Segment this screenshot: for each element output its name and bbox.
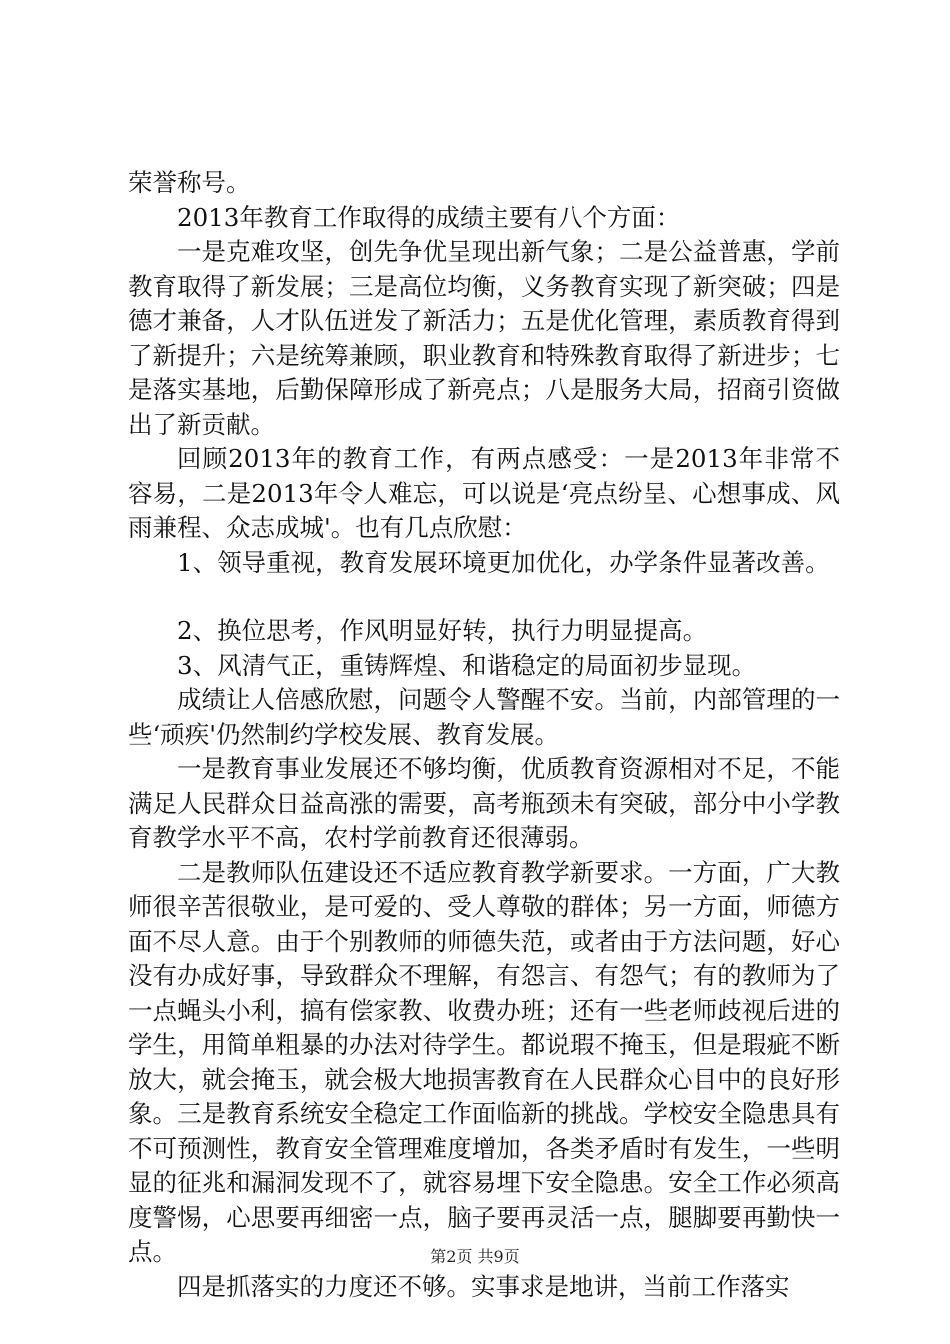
document-body xyxy=(128,166,840,1304)
page-number-footer: 第2页 共9页 xyxy=(430,1247,520,1266)
paragraph-achievements-intro: 2013年教育工作取得的成绩主要有八个方面： xyxy=(177,202,681,232)
paragraph-problem-one: 一是教育事业发展还不够均衡，优质教育资源相对不足，不能满足人民群众日益高涨的需要，高考瓶颈未有突破，部分中小学教育教学水平不高，农村学前教育还很薄弱。 xyxy=(128,754,840,852)
paragraph-continuation: 荣誉称号。 xyxy=(128,168,251,197)
paragraph-problem-four: 四是抓落实的力度还不够。实事求是地讲，当前工作落实 xyxy=(177,1271,790,1301)
paragraph-problems-intro: 成绩让人倍感欣慰，问题令人警醒不安。当前，内部管理的一些‘顽疾'仍然制约学校发展、教育发展。 xyxy=(128,685,840,749)
list-item-3: 3、风清气正，重铸辉煌、和谐稳定的局面初步显现。 xyxy=(177,650,757,680)
paragraph-review-2013: 回顾2013年的教育工作，有两点感受：一是2013年非常不容易，二是2013年令人难忘，可以说是‘亮点纷呈、心想事成、风雨兼程、众志成城'。也有几点欣慰： xyxy=(128,444,840,542)
paragraph-eight-aspects: 一是克难攻坚，创先争优呈现出新气象；二是公益普惠，学前教育取得了新发展；三是高位均衡，义务教育实现了新突破；四是德才兼备，人才队伍迸发了新活力；五是优化管理，素质教育得到了新提升；六是统筹兼顾，职业教育和特殊教育取得了新进步；七是落实基地，后勤保障形成了新亮点；八是服务大局，招商引资做出了新贡献。 xyxy=(128,237,840,439)
list-item-2: 2、换位思考，作风明显好转，执行力明显提高。 xyxy=(177,616,708,645)
paragraph-problem-two-three: 二是教师队伍建设还不适应教育教学新要求。一方面，广大教师很辛苦很敬业，是可爱的、受人尊敬的群体；另一方面，师德方面不尽人意。由于个别教师的师德失范，或者由于方法问题，好心没有办成好事，导致群众不理解，有怨言、有怨气；有的教师为了一点蝇头小利，搞有偿家教、收费办班；还有一些老师歧视后进的学生，用简单粗暴的办法对待学生。都说瑕不掩玉，但是瑕疵不断放大，就会掩玉，就会极大地损害教育在人民群众心目中的良好形象。三是教育系统安全稳定工作面临新的挑战。学校安全隐患具有不可预测性，教育安全管理难度增加，各类矛盾时有发生，一些明显的征兆和漏洞发现不了，就容易埋下安全隐患。安全工作必须高度警惕，心思要再细密一点，脑子要再灵活一点，腿脚要再勤快一点。 xyxy=(128,857,840,1266)
list-item-1: 1、领导重视，教育发展环境更加优化，办学条件显著改善。 xyxy=(177,547,830,577)
